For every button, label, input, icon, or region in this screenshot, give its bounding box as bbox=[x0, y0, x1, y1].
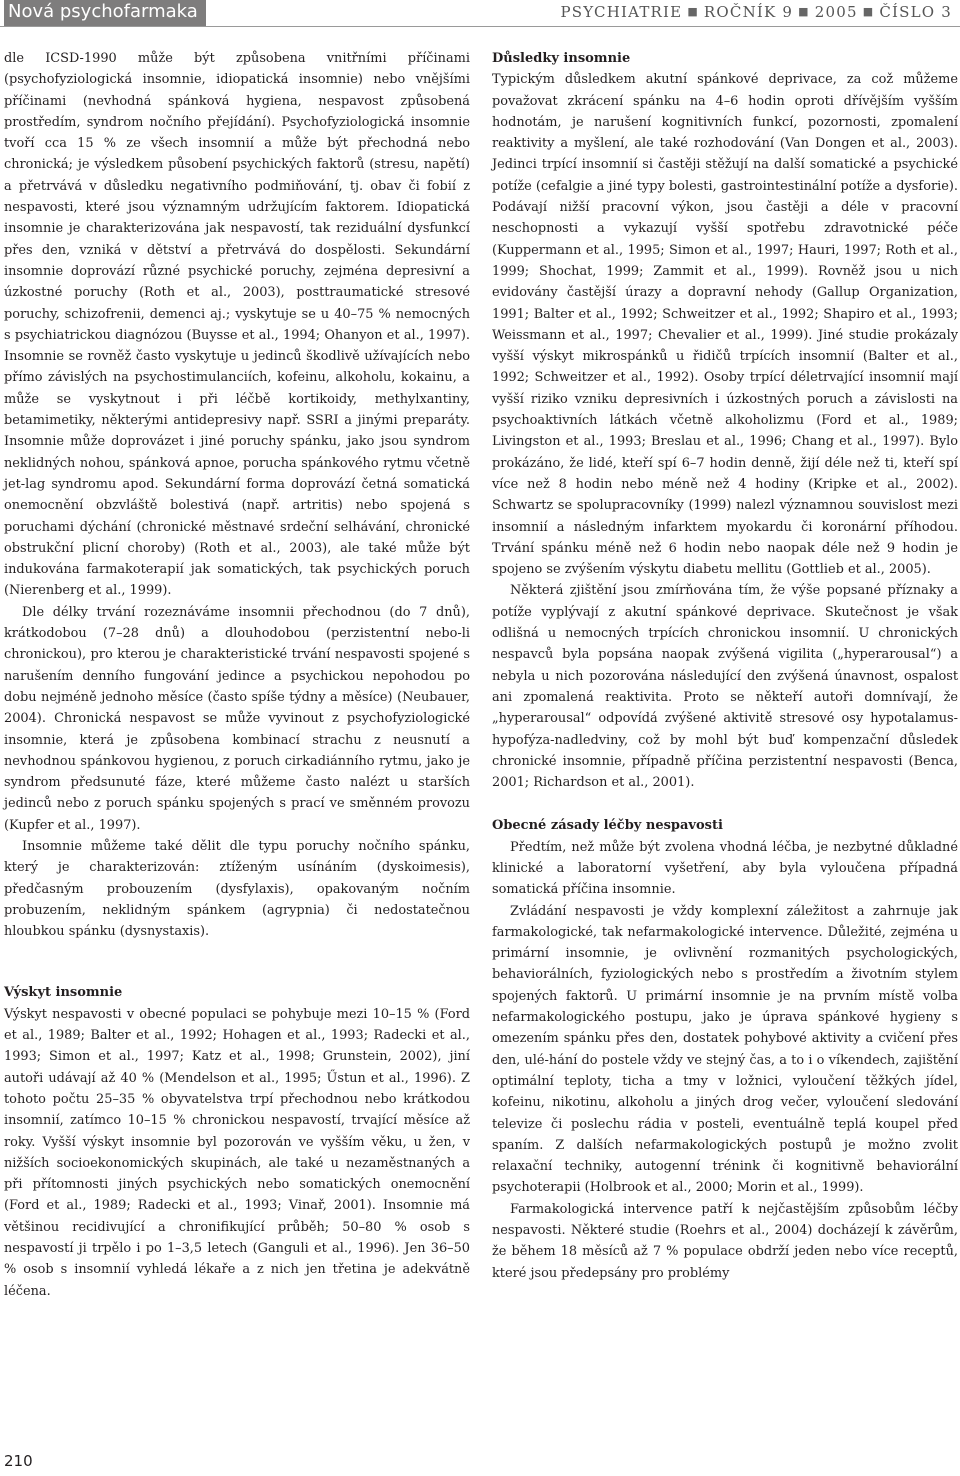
separator-square-icon: ■ bbox=[798, 5, 810, 18]
section-heading-vyskyt: Výskyt insomnie bbox=[4, 985, 123, 1001]
journal-title: Nová psychofarmaka bbox=[4, 0, 206, 26]
left-column bbox=[4, 48, 470, 1302]
paragraph: Typickým důsledkem akutní spánkové deprivace, za což můžeme považovat zkrácení spánku na 4–6 hodin oproti dřívějším vyšším hodnotám, je narušení kognitivních funkcí, pozornosti, zpomalení reaktivity a myšlení, ale také rozhodování (Van Dongen et al., 2003). Jedinci trpící insomnií si častěji stěžují na další somatické a psychické potíže (cefalgie a jiné typy bolesti, gastrointestinální potíže a dysforie). Podávají nižší pracovní výkon, jsou častěji a déle v pracovní neschopnosti a vykazují vyšší spotřebu zdravotnické péče (Kuppermann et al., 1995; Simon et al., 1997; Hauri, 1997; Roth et al., 1999; Shochat, 1999; Zammit et al., 1999). Rovněž jsou u nich evidovány častější úrazy a dopravní nehody (Gallup Organization, 1991; Balter et al., 1992; Schweitzer et al., 1992; Shapiro et al., 1993; Weissmann et al., 1997; Chevalier et al., 1999). Jiné studie prokázaly vyšší výskyt mikrospánků u řidičů trpících insomnií (Balter et al., 1992; Schweitzer et al., 1992). Osoby trpící déletrvající insomnií mají vyšší riziko vzniku depresivních i úzkostných poruch a závislosti na psychoaktivních látkách včetně alkoholizmu (Ford et al., 1989; Livingston et al., 1993; Breslau et al., 1996; Chang et al., 1997). Bylo prokázáno, že lidé, kteří spí 6–7 hodin denně, žijí déle než ti, kteří spí více než 8 hodin nebo méně než 4 hodiny (Kripke et al., 2002). Schwartz se spolupracovníky (1999) nalezl významnou souvislost mezi insomnií a následným infarktem myokardu či koronární příhodou. Trvání spánku méně než 6 hodin nebo naopak déle než 9 hodin je spojeno se zvýšením výskytu diabetu mellitu (Gottlieb et al., 2005). bbox=[492, 72, 958, 578]
section-heading-zasady: Obecné zásady léčby nespavosti bbox=[492, 818, 723, 834]
year-label: 2005 bbox=[814, 3, 858, 21]
section-heading-dusledky: Důsledky insomnie bbox=[492, 51, 631, 66]
page-header bbox=[0, 0, 960, 26]
journal-name: PSYCHIATRIE bbox=[560, 3, 683, 21]
paragraph: Insomnie můžeme také dělit dle typu poruchy nočního spánku, který je charakterizován: ztíženým usínáním (dyskoimesis), předčasným probouzením (dysfylaxis), opakovaným nočním probuzením, neklidným spánkem (agrypnia) či nedostatečnou hloubkou spánku (dysnystaxis). bbox=[4, 838, 470, 940]
separator-square-icon: ■ bbox=[862, 5, 875, 18]
paragraph: Předtím, než může být zvolena vhodná léčba, je nezbytné důkladné klinické a laboratorní vyšetření, aby byla vyloučena případná somatická příčina insomnie. bbox=[492, 839, 958, 898]
paragraph: Některá zjištění jsou zmírňována tím, že výše popsané příznaky a potíže vyplývají z akutní spánkové deprivace. Skutečnost je však odlišná u nemocných trpících chronickou insomnií. U chronických nespavců byla popsána naopak zvýšená vigilita („hyperarousal“) a nebyla u nich pozorována následující den zvýšená únavnost, ospalost ani zpomalená reaktivita. Proto se někteří autoři domnívají, že „hyperarousal“ odpovídá zvýšené aktivitě stresové osy hypotalamus-hypofýza-nadledviny, což by mohl být buď kompenzační důsledek chronické insomnie, případně příčina perzistentní nespavosti (Benca, 2001; Richardson et al., 2001). bbox=[492, 583, 958, 791]
page-number: 210 bbox=[4, 1452, 33, 1470]
paragraph: dle ICSD-1990 může být způsobena vnitřními příčinami (psychofyziologická insomnie, idiopatická insomnie) nebo vnějšími příčinami (nevhodná spánková hygiena, nespavost způsobená prostředím, syndrom nočního přejídání). Psychofyziologická insomnie tvoří cca 15 % ze všech insomnií a může být přechodná nebo chronická; je výsledkem působení psychických faktorů (stresu, napětí) a přetrvává v důsledku negativního podmiňování, tj. obav či fobií z nespavosti, které jsou významným udržujícím faktorem. Idiopatická insomnie je charakterizována jak nespavostí, tak reziduální dysfunkcí přes den, vzniká v dětství a přetrvává do dospělosti. Sekundární insomnie doprovází různé psychické poruchy, zejména depresivní a úzkostné poruchy (Roth et al., 2003), posttraumatické stresové poruchy, schizofrenii, demenci aj.; vyskytuje se u 40–75 % nemocných s psychiatrickou diagnózou (Buysse et al., 1994; Ohanyon et al., 1997). Insomnie se rovněž často vyskytuje u jedinců škodlivě užívajících nebo přímo závislých na psychostimulanciích, kofeinu, alkoholu, kokainu, a může se vyskytnout i při léčbě kortikoidy, methylxantiny, betamimetiky, některými antidepresivy např. SSRI a jinými preparáty. Insomnie může doprovázet i jiné poruchy spánku, jako jsou syndrom neklidných nohou, spánková apnoe, porucha spánkového rytmu včetně jet-lag syndromu apod. Sekundární forma doprovází četná somatická onemocnění obzvláště bolestivá (např. artritis) nebo spojená s poruchami dýchání (chronické městnavé srdeční selhávání, chronické obstrukční plicní choroby) (Roth et al., 2003), ale také může být indukována farmakoterapií jak somatických, tak psychických poruch (Nierenberg et al., 1999). bbox=[4, 51, 470, 599]
header-divider bbox=[0, 26, 960, 27]
paragraph: Dle délky trvání rozeznáváme insomnii přechodnou (do 7 dnů), krátkodobou (7–28 dnů) a dlouhodobou (perzistentní nebo-li chronickou), pro kterou je charakteristické trvání nespavosti spojené s narušením denního fungování jedince a psychickou nepohodou po dobu nejméně jednoho měsíce (často spíše týdny a měsíce) (Neubauer, 2004). Chronická nespavost se může vyvinout z psychofyziologické insomnie, která je způsobena kombinací strachu z neusnutí a nevhodnou spánkovou hygienou, z poruch cirkadiánního rytmu, jako je syndrom předsunuté fáze, které můžeme často nalézt u starších jedinců nebo z poruch spánku spojených s prací ve směnném provozu (Kupfer et al., 1997). bbox=[4, 604, 470, 833]
volume-label: ROČNÍK 9 bbox=[703, 3, 794, 21]
paragraph: Farmakologická intervence patří k nejčastějším způsobům léčby nespavosti. Některé studie (Roehrs et al., 2004) docházejí k závěrům, že během 18 měsíců až 7 % populace obdrží jeden nebo více receptů, které jsou předepsány pro problémy bbox=[492, 1201, 958, 1281]
issue-label: ČÍSLO 3 bbox=[879, 3, 952, 21]
separator-square-icon: ■ bbox=[687, 5, 699, 18]
journal-issue-info bbox=[560, 0, 952, 26]
paragraph: Výskyt nespavosti v obecné populaci se pohybuje mezi 10–15 % (Ford et al., 1989; Balter et al., 1992; Hohagen et al., 1993; Radecki et al., 1993; Simon et al., 1997; Katz et al., 1998; Grunstein, 2002), jiní autoři udávají až 40 % (Mendelson et al., 1995; Űstun et al., 1996). Z tohoto počtu 25–35 % obyvatelstva trpí přechodnou nebo krátkodou insomnií, zatímco 10–15 % chronickou nespavostí, trvající měsíce až roky. Vyšší výskyt insomnie byl pozorován ve vyšším věku, u žen, v nižších socioekonomických skupinách, ale také u nezaměstnaných a při přítomnosti jiných psychických nebo somatických onemocnění (Ford et al., 1989; Radecki et al., 1993; Vinař, 2001). Insomnie má většinou recidivující a chronifikující průběh; 50–80 % osob s nespavostí ji trpělo i po 1–3,5 letech (Ganguli et al., 1996). Jen 36–50 % osob s insomnií vyhledá lékaře a z nich jen třetina je adekvátně léčena. bbox=[4, 1006, 470, 1299]
right-column bbox=[492, 48, 958, 1284]
paragraph: Zvládání nespavosti je vždy komplexní záležitost a zahrnuje jak farmakologické, tak nefarmakologické intervence. Důležité, zejména u primární insomnie, je ovlivnění rozmanitých psychologických, behaviorálních, fyziologických nebo s prostředím a životním stylem spojených faktorů. U primární insomnie je na prvním místě volba nefarmakologického postupu, jako je úprava spánkové hygieny s omezením spánku přes den, dostatek pohybové aktivity a cvičení přes den, ulé-hání do postele vždy ve stejný čas, a to i o víkendech, zajištění optimální teploty, ticha a tmy v ložnici, vyloučení těžkých jídel, kofeinu, nikotinu, alkoholu a jiných drog večer, vyloučení sledování televize či poslechu rádia v posteli, eventuálně teplá koupel před spaním. Z dalších nefarmakologických postupů je možno zvolit relaxační techniky, autogenní trénink či kognitivně behaviorální psychoterapii (Holbrook et al., 2000; Morin et al., 1999). bbox=[492, 903, 958, 1196]
